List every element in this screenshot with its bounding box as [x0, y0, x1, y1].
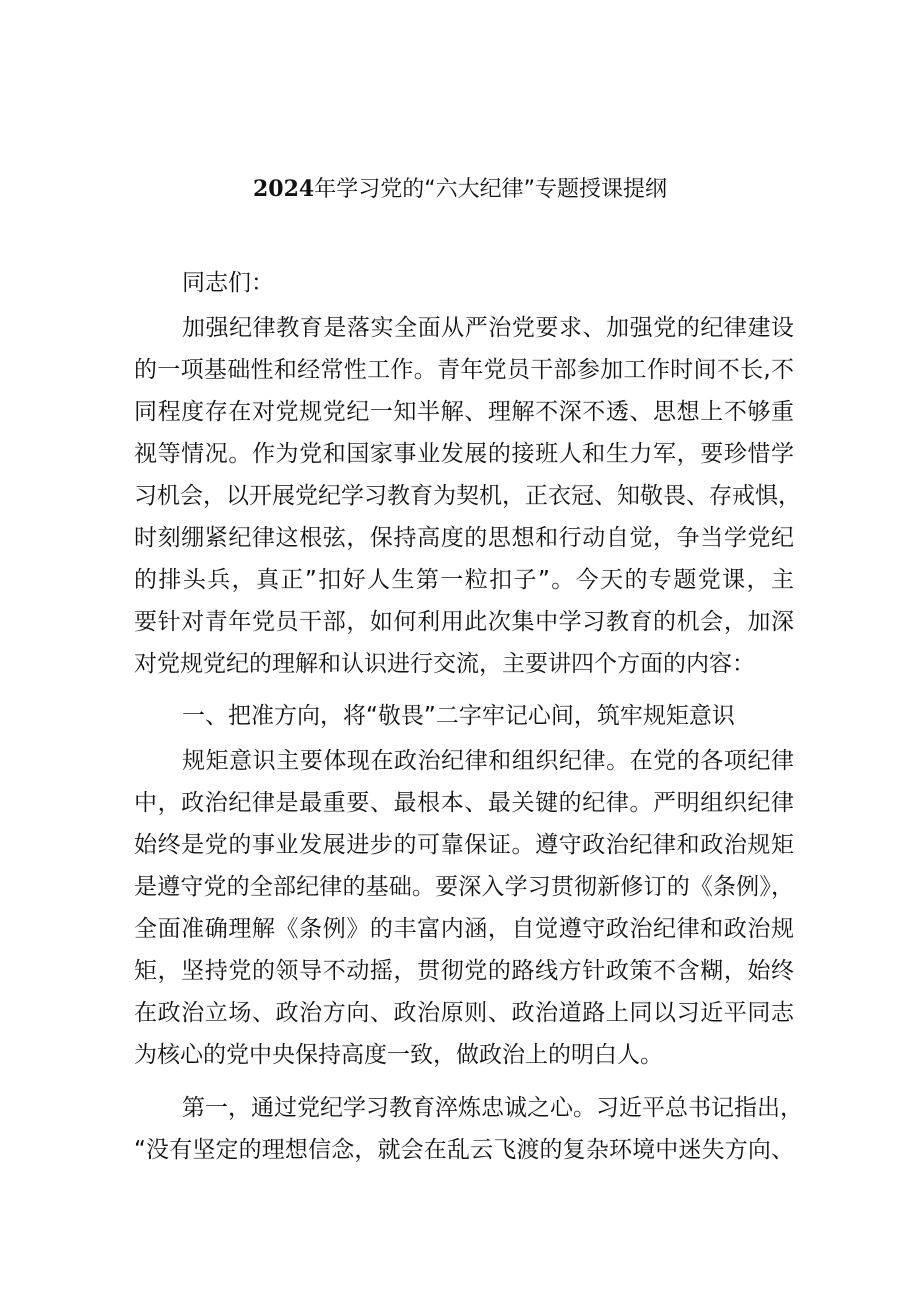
- greeting: 同志们：: [182, 270, 274, 296]
- body-line: 第一，通过党纪学习教育淬炼忠诚之心。习近平总书记指出，: [182, 1095, 803, 1121]
- title-year: 2024: [252, 176, 315, 202]
- body-line: 是遵守党的全部纪律的基础。要深入学习贯彻新修订的《条例》，: [134, 874, 794, 900]
- body-line: 的一项基础性和经常性工作。青年党员干部参加工作时间不长,不: [134, 357, 794, 383]
- body-line: 全面准确理解《条例》的丰富内涵，自觉遵守政治纪律和政治规: [134, 916, 794, 942]
- body-line: 为核心的党中央保持高度一致，做政治上的明白人。: [134, 1042, 663, 1068]
- body-line: 加强纪律教育是落实全面从严治党要求、加强党的纪律建设: [182, 315, 794, 341]
- body-line: 时刻绷紧纪律这根弦，保持高度的思想和行动自觉，争当学党纪: [134, 525, 794, 551]
- document-title: [0, 174, 920, 205]
- body-line: 矩，坚持党的领导不动摇，贯彻党的路线方针政策不含糊，始终: [134, 958, 794, 984]
- title-text: 年学习党的“六大纪律”专题授课提纲: [314, 177, 668, 202]
- body-line: 同程度存在对党规党纪一知半解、理解不深不透、思想上不够重: [134, 399, 794, 425]
- body-line: 的排头兵，真正”扣好人生第一粒扣子”。今天的专题党课，主: [134, 567, 794, 593]
- body-line: 对党规党纪的理解和认识进行交流，主要讲四个方面的内容：: [134, 651, 755, 677]
- body-line: 习机会，以开展党纪学习教育为契机，正衣冠、知敬畏、存戒惧，: [134, 483, 801, 509]
- body-line: 中，政治纪律是最重要、最根本、最关键的纪律。严明组织纪律: [134, 790, 794, 816]
- body-line: 要针对青年党员干部，如何利用此次集中学习教育的机会，加深: [134, 609, 794, 635]
- body-line: 视等情况。作为党和国家事业发展的接班人和生力军，要珍惜学: [134, 441, 794, 467]
- section-heading: 一、把准方向，将“敬畏”二字牢记心间，筑牢规矩意识: [182, 703, 735, 729]
- body-line: 在政治立场、政治方向、政治原则、政治道路上同以习近平同志: [134, 1000, 794, 1026]
- body-line: “没有坚定的理想信念，就会在乱云飞渡的复杂环境中迷失方向、: [134, 1137, 794, 1163]
- body-line: 规矩意识主要体现在政治纪律和组织纪律。在党的各项纪律: [182, 748, 794, 774]
- body-line: 始终是党的事业发展进步的可靠保证。遵守政治纪律和政治规矩: [134, 832, 794, 858]
